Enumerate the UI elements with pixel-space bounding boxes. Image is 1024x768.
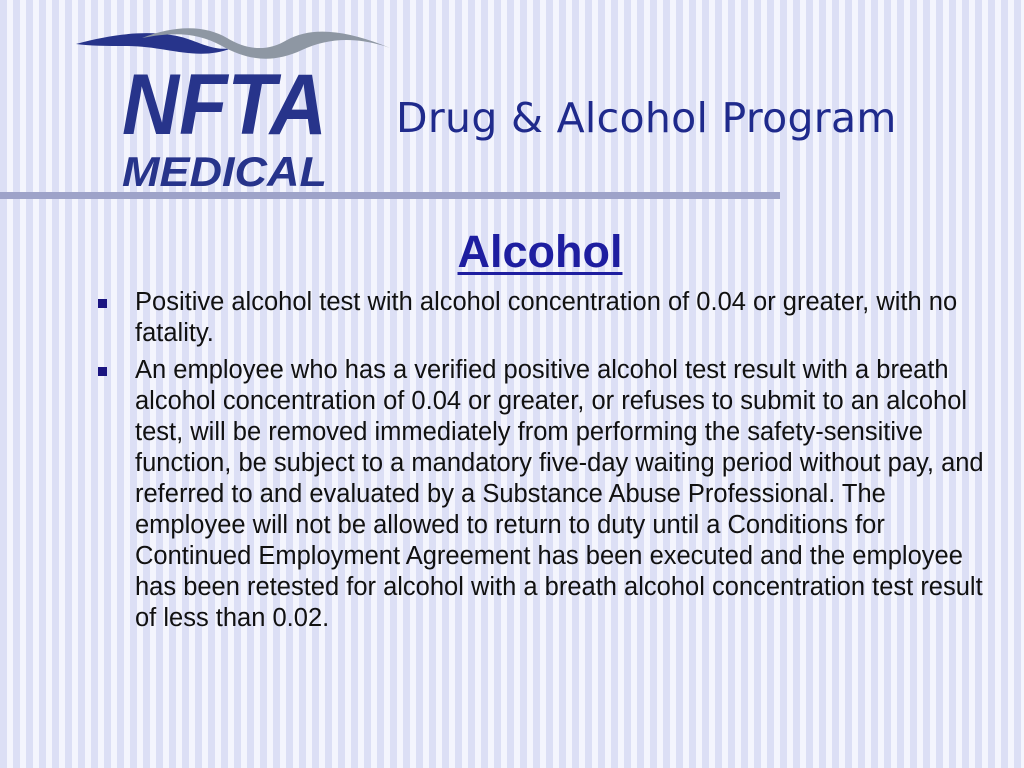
logo-wordmark: NFTA [122, 57, 327, 153]
bullet-text: An employee who has a verified positive alcohol test result with a breath alcohol concentration of 0.04 or greater, or refuses to submit to an alcohol test, will be removed immediately from performing the safety-sensitive function, be subject to a mandatory five-day waiting period without pay, and referred to and evaluated by a Substance Abuse Professional. The employee will not be allowed to return to duty until a Conditions for Continued Employment Agreement has been executed and the employee has been retested for alcohol with a breath alcohol concentration test result of less than 0.02. [135, 356, 984, 632]
bullet-text: Positive alcohol test with alcohol concentration of 0.04 or greater, with no fatality. [135, 288, 958, 347]
logo-subtitle: MEDICAL [122, 148, 327, 192]
bullet-item [96, 287, 996, 349]
square-bullet-icon [98, 299, 107, 308]
bullet-item [96, 355, 996, 634]
slide-title: Drug & Alcohol Program [396, 94, 897, 142]
square-bullet-icon [98, 367, 107, 376]
header-divider [0, 192, 780, 199]
bullet-list [96, 287, 996, 640]
nfta-medical-logo [72, 20, 392, 192]
section-heading: Alcohol [457, 226, 623, 277]
